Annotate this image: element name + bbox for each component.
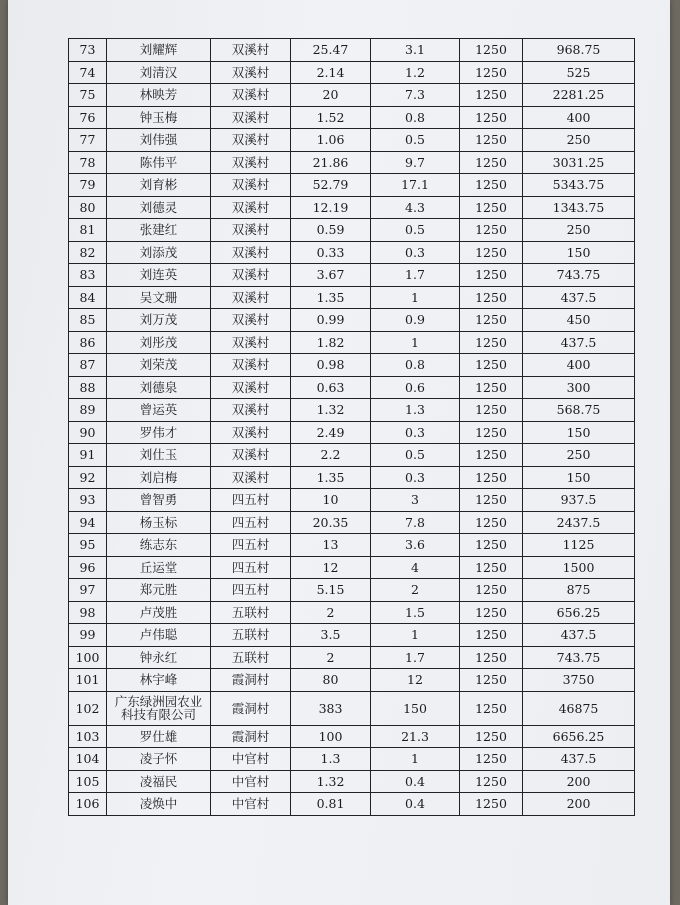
cell-unit-price: 1250 <box>460 286 523 309</box>
cell-amount: 46875 <box>523 691 635 725</box>
cell-village: 双溪村 <box>211 174 291 197</box>
cell-area: 20.35 <box>291 511 371 534</box>
table-row <box>69 489 635 512</box>
table-row <box>69 601 635 624</box>
table-row <box>69 174 635 197</box>
cell-village: 双溪村 <box>211 151 291 174</box>
table-row <box>69 534 635 557</box>
cell-quantity: 1 <box>371 624 460 647</box>
cell-village: 双溪村 <box>211 309 291 332</box>
cell-village: 双溪村 <box>211 39 291 62</box>
cell-unit-price: 1250 <box>460 444 523 467</box>
cell-area: 1.82 <box>291 331 371 354</box>
cell-row-number: 80 <box>69 196 107 219</box>
cell-unit-price: 1250 <box>460 489 523 512</box>
cell-area: 1.35 <box>291 466 371 489</box>
cell-quantity: 3.1 <box>371 39 460 62</box>
cell-village: 双溪村 <box>211 196 291 219</box>
cell-village: 双溪村 <box>211 106 291 129</box>
cell-unit-price: 1250 <box>460 579 523 602</box>
cell-area: 13 <box>291 534 371 557</box>
paper-sheet <box>8 0 670 905</box>
cell-row-number: 84 <box>69 286 107 309</box>
cell-amount: 150 <box>523 421 635 444</box>
cell-unit-price: 1250 <box>460 174 523 197</box>
cell-name: 张建红 <box>107 219 211 242</box>
cell-row-number: 95 <box>69 534 107 557</box>
table-row <box>69 309 635 332</box>
cell-quantity: 21.3 <box>371 725 460 748</box>
cell-area: 3.67 <box>291 264 371 287</box>
table-row <box>69 444 635 467</box>
cell-unit-price: 1250 <box>460 793 523 816</box>
cell-unit-price: 1250 <box>460 129 523 152</box>
cell-name: 卢伟聪 <box>107 624 211 647</box>
cell-name: 钟永红 <box>107 646 211 669</box>
cell-amount: 568.75 <box>523 399 635 422</box>
cell-amount: 525 <box>523 61 635 84</box>
cell-amount: 437.5 <box>523 331 635 354</box>
cell-amount: 300 <box>523 376 635 399</box>
cell-unit-price: 1250 <box>460 399 523 422</box>
cell-unit-price: 1250 <box>460 748 523 771</box>
table-row <box>69 691 635 725</box>
cell-quantity: 150 <box>371 691 460 725</box>
cell-unit-price: 1250 <box>460 376 523 399</box>
cell-area: 1.06 <box>291 129 371 152</box>
cell-amount: 400 <box>523 354 635 377</box>
cell-amount: 1343.75 <box>523 196 635 219</box>
cell-name: 凌焕中 <box>107 793 211 816</box>
cell-amount: 937.5 <box>523 489 635 512</box>
cell-unit-price: 1250 <box>460 691 523 725</box>
table-row <box>69 264 635 287</box>
cell-row-number: 87 <box>69 354 107 377</box>
cell-unit-price: 1250 <box>460 534 523 557</box>
cell-area: 0.98 <box>291 354 371 377</box>
cell-village: 双溪村 <box>211 84 291 107</box>
cell-amount: 250 <box>523 129 635 152</box>
table-row <box>69 241 635 264</box>
cell-village: 四五村 <box>211 556 291 579</box>
table-row <box>69 129 635 152</box>
cell-village: 双溪村 <box>211 354 291 377</box>
cell-unit-price: 1250 <box>460 556 523 579</box>
cell-row-number: 100 <box>69 646 107 669</box>
cell-quantity: 0.3 <box>371 466 460 489</box>
cell-name: 钟玉梅 <box>107 106 211 129</box>
cell-row-number: 98 <box>69 601 107 624</box>
cell-area: 3.5 <box>291 624 371 647</box>
cell-quantity: 0.6 <box>371 376 460 399</box>
cell-area: 10 <box>291 489 371 512</box>
cell-row-number: 79 <box>69 174 107 197</box>
cell-name: 郑元胜 <box>107 579 211 602</box>
cell-quantity: 4 <box>371 556 460 579</box>
cell-amount: 250 <box>523 219 635 242</box>
cell-row-number: 88 <box>69 376 107 399</box>
cell-quantity: 0.3 <box>371 241 460 264</box>
cell-quantity: 7.8 <box>371 511 460 534</box>
cell-unit-price: 1250 <box>460 646 523 669</box>
cell-unit-price: 1250 <box>460 624 523 647</box>
cell-area: 383 <box>291 691 371 725</box>
cell-row-number: 90 <box>69 421 107 444</box>
cell-unit-price: 1250 <box>460 354 523 377</box>
cell-unit-price: 1250 <box>460 725 523 748</box>
cell-row-number: 85 <box>69 309 107 332</box>
cell-quantity: 1 <box>371 331 460 354</box>
cell-quantity: 0.3 <box>371 421 460 444</box>
cell-name: 曾智勇 <box>107 489 211 512</box>
cell-village: 双溪村 <box>211 331 291 354</box>
cell-quantity: 0.8 <box>371 106 460 129</box>
cell-name: 刘彤茂 <box>107 331 211 354</box>
cell-name: 刘仕玉 <box>107 444 211 467</box>
cell-area: 0.81 <box>291 793 371 816</box>
cell-name: 刘启梅 <box>107 466 211 489</box>
table-row <box>69 151 635 174</box>
cell-area: 1.32 <box>291 399 371 422</box>
cell-area: 21.86 <box>291 151 371 174</box>
table-row <box>69 793 635 816</box>
table-row <box>69 219 635 242</box>
cell-name: 凌福民 <box>107 770 211 793</box>
table-row <box>69 331 635 354</box>
cell-name: 刘万茂 <box>107 309 211 332</box>
cell-name: 刘育彬 <box>107 174 211 197</box>
cell-quantity: 0.9 <box>371 309 460 332</box>
cell-village: 中官村 <box>211 770 291 793</box>
cell-quantity: 4.3 <box>371 196 460 219</box>
cell-village: 四五村 <box>211 489 291 512</box>
cell-quantity: 1.2 <box>371 61 460 84</box>
cell-amount: 1125 <box>523 534 635 557</box>
cell-village: 中官村 <box>211 748 291 771</box>
cell-name: 丘运堂 <box>107 556 211 579</box>
cell-amount: 3750 <box>523 669 635 692</box>
cell-quantity: 1 <box>371 748 460 771</box>
cell-quantity: 0.5 <box>371 219 460 242</box>
cell-village: 双溪村 <box>211 61 291 84</box>
table-row <box>69 421 635 444</box>
cell-quantity: 0.5 <box>371 444 460 467</box>
cell-amount: 150 <box>523 241 635 264</box>
table-row <box>69 39 635 62</box>
cell-quantity: 0.4 <box>371 770 460 793</box>
cell-row-number: 78 <box>69 151 107 174</box>
table-row <box>69 286 635 309</box>
cell-quantity: 12 <box>371 669 460 692</box>
cell-village: 中官村 <box>211 793 291 816</box>
cell-quantity: 0.8 <box>371 354 460 377</box>
cell-name: 刘添茂 <box>107 241 211 264</box>
cell-quantity: 7.3 <box>371 84 460 107</box>
cell-name: 杨玉标 <box>107 511 211 534</box>
cell-quantity: 0.4 <box>371 793 460 816</box>
cell-village: 四五村 <box>211 579 291 602</box>
cell-name: 刘荣茂 <box>107 354 211 377</box>
cell-area: 1.32 <box>291 770 371 793</box>
cell-quantity: 2 <box>371 579 460 602</box>
cell-village: 双溪村 <box>211 399 291 422</box>
table-row <box>69 399 635 422</box>
cell-name: 罗伟才 <box>107 421 211 444</box>
cell-area: 1.3 <box>291 748 371 771</box>
cell-row-number: 76 <box>69 106 107 129</box>
cell-row-number: 99 <box>69 624 107 647</box>
cell-unit-price: 1250 <box>460 219 523 242</box>
cell-area: 12.19 <box>291 196 371 219</box>
cell-row-number: 102 <box>69 691 107 725</box>
cell-unit-price: 1250 <box>460 770 523 793</box>
cell-area: 0.33 <box>291 241 371 264</box>
cell-area: 1.52 <box>291 106 371 129</box>
cell-unit-price: 1250 <box>460 196 523 219</box>
subsidy-table <box>68 38 635 816</box>
cell-row-number: 97 <box>69 579 107 602</box>
table-row <box>69 725 635 748</box>
cell-quantity: 1.5 <box>371 601 460 624</box>
cell-village: 双溪村 <box>211 421 291 444</box>
cell-name: 刘伟强 <box>107 129 211 152</box>
cell-amount: 200 <box>523 770 635 793</box>
cell-name: 刘连英 <box>107 264 211 287</box>
cell-name: 吴文珊 <box>107 286 211 309</box>
cell-village: 双溪村 <box>211 444 291 467</box>
cell-village: 双溪村 <box>211 264 291 287</box>
cell-row-number: 101 <box>69 669 107 692</box>
cell-row-number: 75 <box>69 84 107 107</box>
cell-unit-price: 1250 <box>460 39 523 62</box>
table-row <box>69 84 635 107</box>
cell-row-number: 91 <box>69 444 107 467</box>
cell-quantity: 0.5 <box>371 129 460 152</box>
cell-row-number: 106 <box>69 793 107 816</box>
cell-area: 2.2 <box>291 444 371 467</box>
cell-amount: 437.5 <box>523 748 635 771</box>
cell-unit-price: 1250 <box>460 151 523 174</box>
cell-amount: 743.75 <box>523 646 635 669</box>
cell-village: 双溪村 <box>211 466 291 489</box>
cell-row-number: 105 <box>69 770 107 793</box>
cell-area: 12 <box>291 556 371 579</box>
cell-row-number: 77 <box>69 129 107 152</box>
cell-amount: 656.25 <box>523 601 635 624</box>
cell-quantity: 9.7 <box>371 151 460 174</box>
table-row <box>69 106 635 129</box>
cell-area: 20 <box>291 84 371 107</box>
cell-amount: 875 <box>523 579 635 602</box>
table-row <box>69 579 635 602</box>
cell-amount: 250 <box>523 444 635 467</box>
cell-unit-price: 1250 <box>460 241 523 264</box>
cell-unit-price: 1250 <box>460 331 523 354</box>
cell-village: 双溪村 <box>211 376 291 399</box>
cell-unit-price: 1250 <box>460 466 523 489</box>
cell-quantity: 1.7 <box>371 264 460 287</box>
cell-village: 五联村 <box>211 646 291 669</box>
table-row <box>69 511 635 534</box>
table-row <box>69 646 635 669</box>
cell-unit-price: 1250 <box>460 106 523 129</box>
cell-area: 0.99 <box>291 309 371 332</box>
cell-amount: 400 <box>523 106 635 129</box>
cell-name: 练志东 <box>107 534 211 557</box>
cell-village: 五联村 <box>211 601 291 624</box>
cell-quantity: 1.3 <box>371 399 460 422</box>
cell-area: 0.59 <box>291 219 371 242</box>
cell-area: 2.14 <box>291 61 371 84</box>
cell-amount: 437.5 <box>523 624 635 647</box>
cell-quantity: 1 <box>371 286 460 309</box>
cell-row-number: 104 <box>69 748 107 771</box>
cell-quantity: 3 <box>371 489 460 512</box>
cell-unit-price: 1250 <box>460 309 523 332</box>
cell-row-number: 73 <box>69 39 107 62</box>
cell-quantity: 1.7 <box>371 646 460 669</box>
cell-row-number: 82 <box>69 241 107 264</box>
cell-row-number: 93 <box>69 489 107 512</box>
cell-name: 卢茂胜 <box>107 601 211 624</box>
cell-unit-price: 1250 <box>460 264 523 287</box>
cell-village: 霞洞村 <box>211 669 291 692</box>
cell-row-number: 83 <box>69 264 107 287</box>
cell-quantity: 3.6 <box>371 534 460 557</box>
cell-unit-price: 1250 <box>460 511 523 534</box>
cell-area: 2 <box>291 601 371 624</box>
table-row <box>69 624 635 647</box>
table-row <box>69 770 635 793</box>
cell-amount: 450 <box>523 309 635 332</box>
cell-unit-price: 1250 <box>460 61 523 84</box>
cell-amount: 437.5 <box>523 286 635 309</box>
table-row <box>69 196 635 219</box>
cell-name: 刘德泉 <box>107 376 211 399</box>
cell-area: 0.63 <box>291 376 371 399</box>
cell-area: 1.35 <box>291 286 371 309</box>
cell-row-number: 89 <box>69 399 107 422</box>
cell-amount: 743.75 <box>523 264 635 287</box>
cell-area: 2 <box>291 646 371 669</box>
table-row <box>69 669 635 692</box>
cell-name: 广东绿洲园农业科技有限公司 <box>107 691 211 725</box>
cell-name: 刘德灵 <box>107 196 211 219</box>
cell-village: 双溪村 <box>211 219 291 242</box>
cell-unit-price: 1250 <box>460 601 523 624</box>
cell-row-number: 103 <box>69 725 107 748</box>
cell-name: 凌子怀 <box>107 748 211 771</box>
table-row <box>69 556 635 579</box>
cell-name: 刘耀辉 <box>107 39 211 62</box>
cell-amount: 2281.25 <box>523 84 635 107</box>
cell-amount: 5343.75 <box>523 174 635 197</box>
cell-row-number: 74 <box>69 61 107 84</box>
cell-amount: 1500 <box>523 556 635 579</box>
cell-village: 四五村 <box>211 534 291 557</box>
cell-area: 80 <box>291 669 371 692</box>
cell-row-number: 94 <box>69 511 107 534</box>
table-row <box>69 61 635 84</box>
table-row <box>69 376 635 399</box>
cell-village: 霞洞村 <box>211 691 291 725</box>
cell-village: 霞洞村 <box>211 725 291 748</box>
cell-area: 25.47 <box>291 39 371 62</box>
cell-row-number: 81 <box>69 219 107 242</box>
cell-name: 林宇峰 <box>107 669 211 692</box>
cell-row-number: 96 <box>69 556 107 579</box>
cell-village: 五联村 <box>211 624 291 647</box>
table-row <box>69 466 635 489</box>
cell-row-number: 86 <box>69 331 107 354</box>
cell-village: 双溪村 <box>211 241 291 264</box>
cell-name: 曾运英 <box>107 399 211 422</box>
table-row <box>69 748 635 771</box>
cell-name: 林映芳 <box>107 84 211 107</box>
cell-amount: 3031.25 <box>523 151 635 174</box>
table-body <box>69 39 635 816</box>
cell-area: 2.49 <box>291 421 371 444</box>
cell-name: 刘清汉 <box>107 61 211 84</box>
cell-area: 100 <box>291 725 371 748</box>
cell-village: 四五村 <box>211 511 291 534</box>
cell-amount: 6656.25 <box>523 725 635 748</box>
cell-amount: 200 <box>523 793 635 816</box>
cell-amount: 2437.5 <box>523 511 635 534</box>
cell-amount: 150 <box>523 466 635 489</box>
cell-unit-price: 1250 <box>460 84 523 107</box>
table-row <box>69 354 635 377</box>
cell-amount: 968.75 <box>523 39 635 62</box>
cell-row-number: 92 <box>69 466 107 489</box>
cell-village: 双溪村 <box>211 129 291 152</box>
cell-unit-price: 1250 <box>460 669 523 692</box>
cell-area: 5.15 <box>291 579 371 602</box>
cell-area: 52.79 <box>291 174 371 197</box>
cell-name: 陈伟平 <box>107 151 211 174</box>
cell-village: 双溪村 <box>211 286 291 309</box>
cell-quantity: 17.1 <box>371 174 460 197</box>
cell-unit-price: 1250 <box>460 421 523 444</box>
cell-name: 罗仕雄 <box>107 725 211 748</box>
